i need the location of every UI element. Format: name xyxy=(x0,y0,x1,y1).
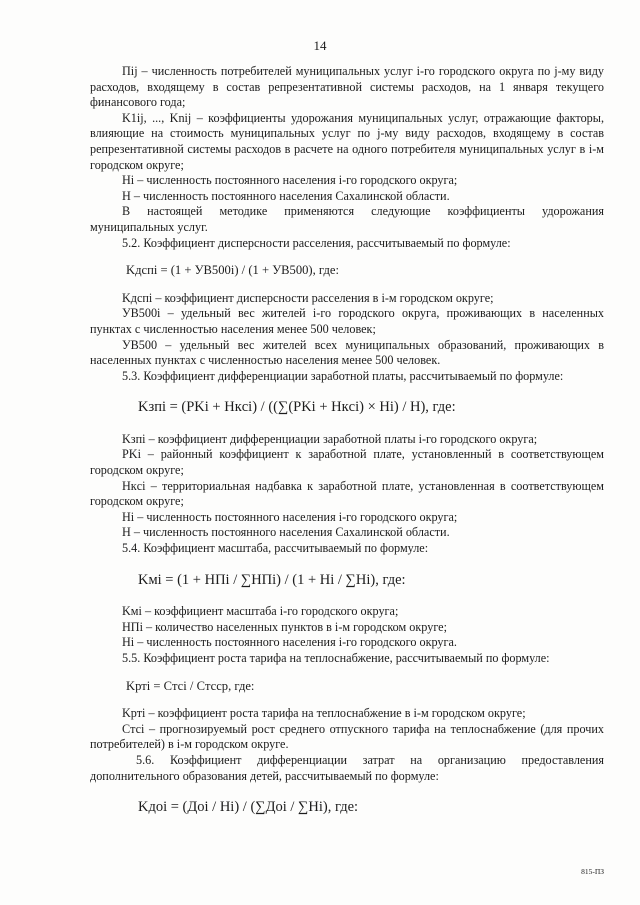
paragraph: Cтсi – прогнозируемый рост среднего отпускного тарифа на теплоснабжение (для прочих потребителей) в i-м городском округе. xyxy=(90,721,604,752)
paragraph: K1ij, ..., Knij – коэффициенты удорожания муниципальных услуг, отражающие факторы, влияющие на стоимость муниципальных услуг по j-му виду расходов, входящему в состав репрезентативной системы расходов в расчете на одного потребителя муниципальных услуг в i-м городском округе; xyxy=(90,110,604,172)
paragraph: Kдспi – коэффициент дисперсности расселения в i-м городском округе; xyxy=(122,290,494,305)
paragraph: Нi – численность постоянного населения i-го городского округа. xyxy=(122,635,457,650)
formula-scale: Kмi = (1 + HПi / ∑HПi) / (1 + Hi / ∑Hi), где: xyxy=(138,571,406,588)
paragraph: Kмi – коэффициент масштаба i-го городского округа; xyxy=(122,604,399,619)
paragraph: Нi – численность постоянного населения i-го городского округа; xyxy=(122,509,458,524)
paragraph: УВ500i – удельный вес жителей i-го городского округа, проживающих в населенных пунктах с численностью населения менее 500 человек; xyxy=(90,306,604,336)
paragraph: PKi – районный коэффициент к заработной плате, установленный в соответствующем городском округе; xyxy=(90,447,604,478)
paragraph: HПi – количество населенных пунктов в i-м городском округе; xyxy=(122,619,447,634)
formula-salary: Kзпi = (PKi + Hкci) / ((∑(PKi + Hкci) × Hi) / H), где: xyxy=(138,399,456,416)
paragraph: Hкci – территориальная надбавка к заработной плате, установленная в соответствующем городском округе; xyxy=(90,478,604,509)
section-heading: 5.2. Коэффициент дисперсности расселения, рассчитываемый по формуле: xyxy=(122,235,511,250)
paragraph: Kзпi – коэффициент дифференциации заработной платы i-го городского округа; xyxy=(122,431,538,446)
formula-tariff: Kртi = Cтсi / Cтсср, где: xyxy=(126,678,255,693)
paragraph: Н – численность постоянного населения Сахалинской области. xyxy=(122,525,450,540)
formula-dispersion: Kдспi = (1 + УВ500i) / (1 + УВ500), где: xyxy=(126,263,339,278)
formula-education: Kдоi = (Доi / Hi) / (∑Доi / ∑Hi), где: xyxy=(138,799,359,816)
section-heading: 5.3. Коэффициент дифференциации заработной платы, рассчитываемый по формуле: xyxy=(122,368,564,383)
section-heading: 5.6. Коэффициент дифференциации затрат на организацию предоставления дополнительного образования детей, рассчитываемый по формуле: xyxy=(90,752,604,783)
paragraph: Kртi – коэффициент роста тарифа на теплоснабжение в i-м городском округе; xyxy=(122,706,526,721)
section-heading: 5.5. Коэффициент роста тарифа на теплоснабжение, рассчитываемый по формуле: xyxy=(122,651,550,665)
paragraph: В настоящей методике применяются следующие коэффициенты удорожания муниципальных услуг. xyxy=(90,204,604,234)
paragraph: Пij – численность потребителей муниципальных услуг i-го городского округа по j-му виду расходов, входящему в состав репрезентативной системы расходов, на 1 января текущего финансового года; xyxy=(90,64,604,110)
section-heading: 5.4. Коэффициент масштаба, рассчитываемый по формуле: xyxy=(122,541,429,556)
document-body xyxy=(90,64,604,816)
paragraph: Н – численность постоянного населения Сахалинской области. xyxy=(122,188,450,203)
paragraph: УВ500 – удельный вес жителей всех муниципальных образований, проживающих в населенных пунктах с численностью населения менее 500 человек. xyxy=(90,337,604,368)
paragraph: Нi – численность постоянного населения i-го городского округа; xyxy=(122,173,458,188)
footer-code: 815-ПЗ xyxy=(581,867,604,876)
page-number: 14 xyxy=(313,38,327,53)
